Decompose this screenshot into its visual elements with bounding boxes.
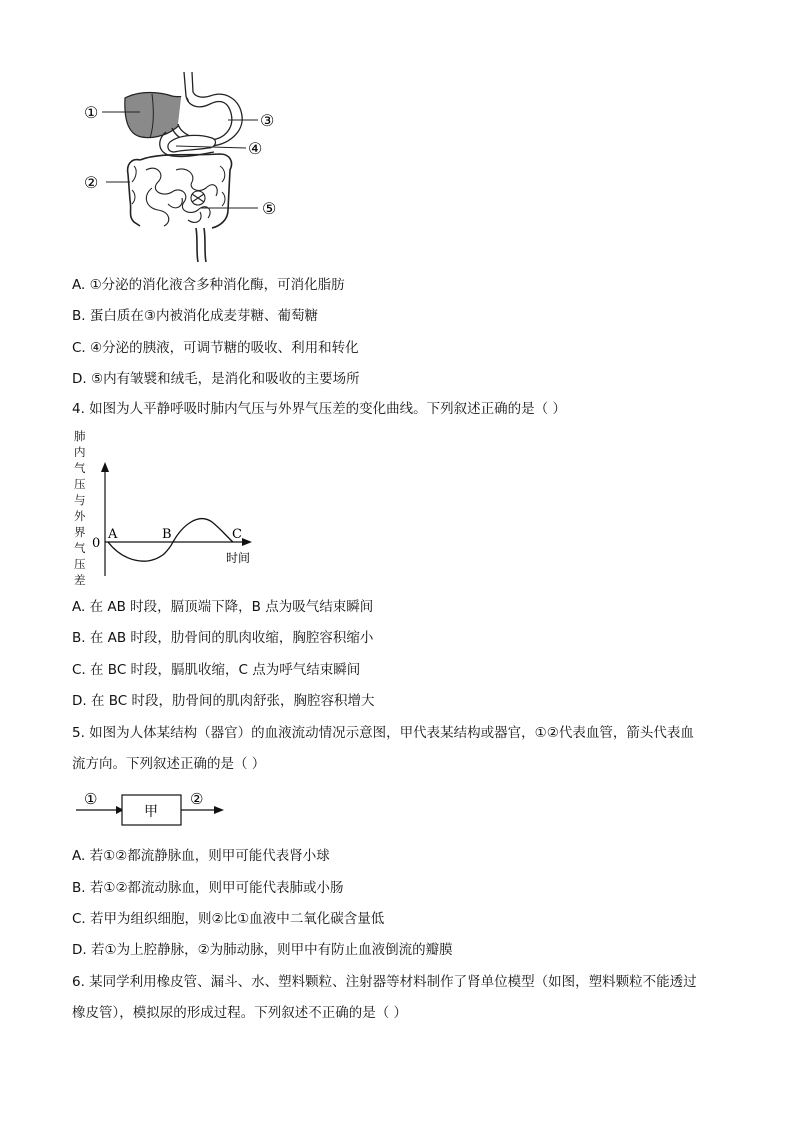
q4-option-a: A. 在 AB 时段，膈顶端下降，B 点为吸气结束瞬间 — [72, 599, 374, 615]
label-3: ③ — [260, 111, 275, 130]
label-2: ② — [84, 173, 99, 192]
svg-text:外: 外 — [74, 509, 86, 523]
zero-label: 0 — [92, 536, 101, 551]
y-axis-arrow — [101, 462, 109, 472]
vessel-1-label: ① — [84, 790, 98, 808]
svg-text:气: 气 — [74, 461, 86, 475]
q5-option-c: C. 若甲为组织细胞，则②比①血液中二氧化碳含量低 — [72, 911, 385, 927]
q5-option-b: B. 若①②都流动脉血，则甲可能代表肺或小肠 — [72, 880, 344, 896]
point-b: B — [162, 527, 172, 542]
svg-text:内: 内 — [74, 445, 86, 459]
q4-option-d: D. 在 BC 时段，肋骨间的肌肉舒张，胸腔容积增大 — [72, 693, 375, 709]
svg-text:与: 与 — [74, 493, 86, 507]
q5-stem-line1: 5. 如图为人体某结构（器官）的血液流动情况示意图，甲代表某结构或器官，①②代表血管，箭头代表血 — [72, 725, 694, 741]
q4-option-b: B. 在 AB 时段，肋骨间的肌肉收缩，胸腔容积缩小 — [72, 630, 374, 646]
q4-stem: 4. 如图为人平静呼吸时肺内气压与外界气压差的变化曲线。下列叙述正确的是（ ） — [72, 401, 566, 417]
label-5: ⑤ — [262, 199, 277, 218]
svg-text:界: 界 — [74, 525, 86, 539]
q6-stem-line1: 6. 某同学利用橡皮管、漏斗、水、塑料颗粒、注射器等材料制作了肾单位模型（如图，塑料颗粒不能透过 — [72, 974, 697, 990]
point-a: A — [108, 527, 118, 542]
label-4: ④ — [248, 139, 263, 158]
q6-stem-line2: 橡皮管），模拟尿的形成过程。下列叙述不正确的是（ ） — [72, 1005, 408, 1021]
q5-option-d: D. 若①为上腔静脉，②为肺动脉，则甲中有防止血液倒流的瓣膜 — [72, 942, 453, 958]
digestive-system-figure — [80, 70, 290, 265]
y-axis-label — [74, 429, 86, 587]
svg-text:差: 差 — [74, 573, 86, 587]
vessel-2-label: ② — [190, 790, 204, 808]
svg-text:肺: 肺 — [74, 429, 86, 443]
q3-option-a: A. ①分泌的消化液含多种消化酶，可消化脂肪 — [72, 277, 345, 293]
point-c: C — [232, 527, 242, 542]
q3-option-c: C. ④分泌的胰液，可调节糖的吸收、利用和转化 — [72, 340, 359, 356]
q5-option-a: A. 若①②都流静脉血，则甲可能代表肾小球 — [72, 848, 330, 864]
q4-option-c: C. 在 BC 时段，膈肌收缩，C 点为呼气结束瞬间 — [72, 662, 361, 678]
q3-option-d: D. ⑤内有皱襞和绒毛，是消化和吸收的主要场所 — [72, 371, 360, 387]
svg-text:压: 压 — [74, 557, 86, 571]
label-1: ① — [84, 103, 99, 122]
pressure-curve-figure — [70, 428, 270, 593]
x-axis-label: 时间 — [226, 551, 251, 565]
organ-label: 甲 — [144, 804, 158, 820]
q5-stem-line2: 流方向。下列叙述正确的是（ ） — [72, 756, 266, 772]
blood-flow-figure — [74, 788, 234, 830]
svg-text:气: 气 — [74, 541, 86, 555]
x-axis-arrow — [242, 538, 252, 546]
q3-option-b: B. 蛋白质在③内被消化成麦芽糖、葡萄糖 — [72, 308, 318, 324]
svg-text:压: 压 — [74, 477, 86, 491]
